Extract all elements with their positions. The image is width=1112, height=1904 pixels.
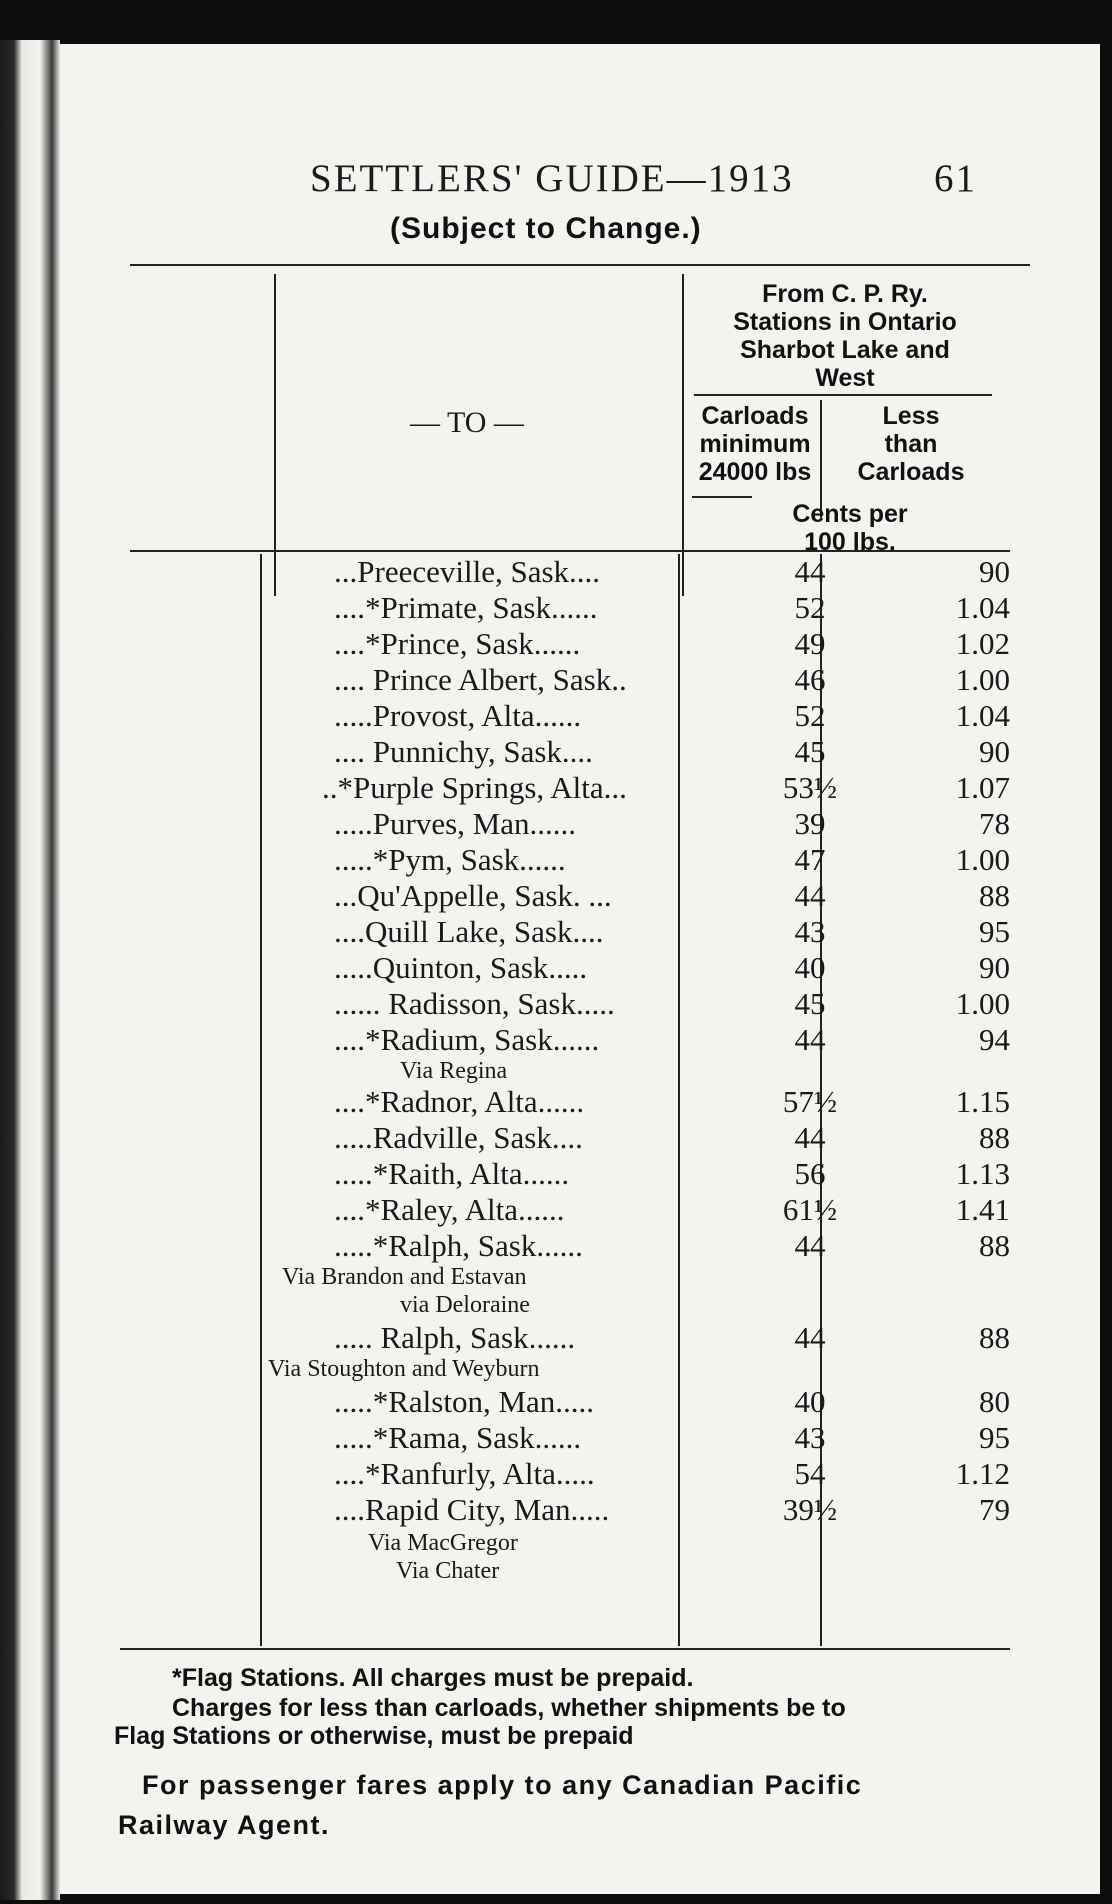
destination: .....*Pym, Sask...... xyxy=(334,842,566,877)
destination: ....*Radium, Sask...... xyxy=(334,1022,600,1057)
destination: ..... Ralph, Sask...... xyxy=(334,1320,576,1355)
less-than-carload-rate: 1.00 xyxy=(955,842,1010,877)
destination: ...... Radisson, Sask..... xyxy=(334,986,615,1021)
destination: ....*Radnor, Alta...... xyxy=(334,1084,585,1119)
carload-rate: 43 xyxy=(794,914,826,949)
carload-rate: 54 xyxy=(794,1456,826,1491)
carload-rate: 49 xyxy=(794,626,826,661)
carload-rate: 44 xyxy=(794,554,826,589)
carloads-line-3: 24000 lbs xyxy=(698,458,812,486)
passenger-note-line-2: Railway Agent. xyxy=(118,1810,331,1840)
charges-note-line-2: Flag Stations or otherwise, must be prepaid xyxy=(114,1722,634,1750)
rate-table-body xyxy=(60,44,1100,1894)
carload-rate: 40 xyxy=(794,1384,826,1419)
destination: .....*Rama, Sask...... xyxy=(334,1420,582,1455)
destination: ...Preeceville, Sask.... xyxy=(334,554,601,589)
unit-line-2: 100 lbs. xyxy=(804,528,896,556)
carload-rate: 47 xyxy=(794,842,826,877)
via-note: via Deloraine xyxy=(400,1292,530,1318)
less-than-carload-rate: 79 xyxy=(979,1492,1010,1527)
from-line-3: Sharbot Lake and xyxy=(740,336,950,364)
carload-rate: 45 xyxy=(794,734,826,769)
carload-rate: 61½ xyxy=(782,1192,838,1227)
less-than-carload-rate: 1.04 xyxy=(955,590,1010,625)
book-spine xyxy=(0,40,60,1900)
destination: .....*Ralston, Man..... xyxy=(334,1384,595,1419)
destination: .... Punnichy, Sask.... xyxy=(334,734,593,769)
less-than-carload-rate: 95 xyxy=(979,914,1010,949)
carload-rate: 52 xyxy=(794,698,826,733)
carload-rate: 52 xyxy=(794,590,826,625)
carload-rate: 44 xyxy=(794,878,826,913)
carload-rate: 40 xyxy=(794,950,826,985)
book-page xyxy=(60,44,1100,1894)
passenger-note-line-1: For passenger fares apply to any Canadian Pacific xyxy=(142,1770,863,1800)
less-than-carload-rate: 88 xyxy=(979,1320,1010,1355)
less-than-carload-rate: 1.07 xyxy=(955,770,1010,805)
less-than-carload-rate: 1.04 xyxy=(955,698,1010,733)
via-note: Via Regina xyxy=(400,1058,508,1084)
carloads-line-1: Carloads xyxy=(701,402,809,430)
less-than-carload-rate: 95 xyxy=(979,1420,1010,1455)
destination: .....Provost, Alta...... xyxy=(334,698,582,733)
destination: .... Prince Albert, Sask.. xyxy=(334,662,627,697)
carloads-line-2: minimum xyxy=(699,430,811,458)
destination: .....*Ralph, Sask...... xyxy=(334,1228,583,1263)
less-than-carload-rate: 1.41 xyxy=(955,1192,1010,1227)
less-than-carload-rate: 90 xyxy=(979,734,1010,769)
less-than-carload-rate: 88 xyxy=(979,878,1010,913)
less-than-carload-rate: 1.12 xyxy=(955,1456,1010,1491)
carload-rate: 39 xyxy=(794,806,826,841)
carload-rate: 45 xyxy=(794,986,826,1021)
from-line-2: Stations in Ontario xyxy=(733,308,957,336)
less-than-carload-rate: 1.13 xyxy=(955,1156,1010,1191)
carload-rate: 43 xyxy=(794,1420,826,1455)
less-than-carload-rate: 90 xyxy=(979,950,1010,985)
from-line-1: From C. P. Ry. xyxy=(762,280,928,308)
less-line-2: than xyxy=(884,430,938,458)
destination: .....*Raith, Alta...... xyxy=(334,1156,570,1191)
less-than-carload-rate: 90 xyxy=(979,554,1010,589)
less-line-3: Carloads xyxy=(857,458,965,486)
destination: .....Quinton, Sask..... xyxy=(334,950,588,985)
destination: ....Rapid City, Man..... xyxy=(334,1492,610,1527)
carload-rate: 46 xyxy=(794,662,826,697)
charges-note-line-1: Charges for less than carloads, whether shipments be to xyxy=(172,1694,846,1722)
less-than-carload-rate: 1.15 xyxy=(955,1084,1010,1119)
via-note: Via Chater xyxy=(396,1558,500,1584)
destination: ....Quill Lake, Sask.... xyxy=(334,914,604,949)
destination: .....Purves, Man...... xyxy=(334,806,576,841)
less-than-carload-rate: 88 xyxy=(979,1228,1010,1263)
less-than-carload-rate: 78 xyxy=(979,806,1010,841)
via-note: Via Stoughton and Weyburn xyxy=(268,1356,540,1382)
carload-rate: 53½ xyxy=(782,770,838,805)
destination: ...Qu'Appelle, Sask. ... xyxy=(334,878,612,913)
destination: ....*Prince, Sask...... xyxy=(334,626,581,661)
carload-rate: 44 xyxy=(794,1228,826,1263)
flag-stations-note: *Flag Stations. All charges must be prepaid. xyxy=(172,1664,694,1692)
carload-rate: 56 xyxy=(794,1156,826,1191)
carload-rate: 44 xyxy=(794,1120,826,1155)
carload-rate: 44 xyxy=(794,1022,826,1057)
via-note: Via MacGregor xyxy=(368,1530,518,1556)
destination: ....*Raley, Alta...... xyxy=(334,1192,565,1227)
less-than-carload-rate: 1.02 xyxy=(955,626,1010,661)
destination: ....*Primate, Sask...... xyxy=(334,590,598,625)
less-than-carload-rate: 88 xyxy=(979,1120,1010,1155)
carload-rate: 44 xyxy=(794,1320,826,1355)
less-line-1: Less xyxy=(882,402,940,430)
less-than-carload-rate: 94 xyxy=(979,1022,1010,1057)
via-note: Via Brandon and Estavan xyxy=(282,1264,527,1290)
subtitle: (Subject to Change.) xyxy=(390,212,702,245)
unit-line-1: Cents per xyxy=(792,500,908,528)
destination: .....Radville, Sask.... xyxy=(334,1120,583,1155)
less-than-carload-rate: 80 xyxy=(979,1384,1010,1419)
carload-rate: 57½ xyxy=(782,1084,838,1119)
running-title: SETTLERS' GUIDE—1913 xyxy=(310,157,794,200)
to-column-label: — TO — xyxy=(410,406,524,439)
destination: ..*Purple Springs, Alta... xyxy=(322,770,627,805)
destination: ....*Ranfurly, Alta..... xyxy=(334,1456,595,1491)
from-line-4: West xyxy=(815,364,875,392)
carload-rate: 39½ xyxy=(782,1492,838,1527)
page-number: 61 xyxy=(934,157,977,200)
less-than-carload-rate: 1.00 xyxy=(955,986,1010,1021)
less-than-carload-rate: 1.00 xyxy=(955,662,1010,697)
